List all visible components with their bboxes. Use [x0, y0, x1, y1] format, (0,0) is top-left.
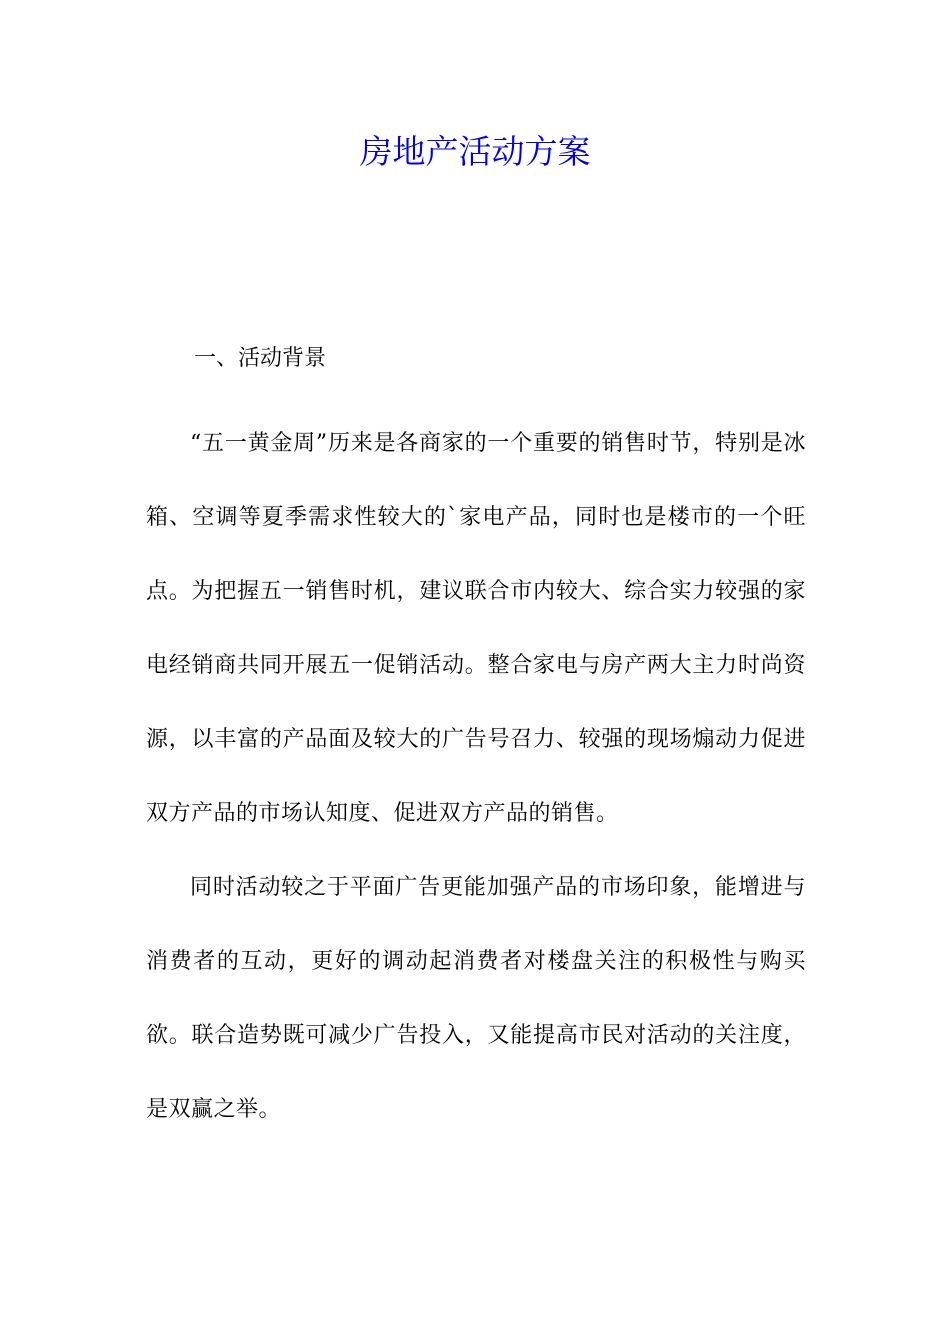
document-body	[146, 333, 806, 1147]
paragraph-background: “五一黄金周”历来是各商家的一个重要的销售时节，特别是冰箱、空调等夏季需求性较大的`家电产品，同时也是楼市的一个旺点。为把握五一销售时机，建议联合市内较大、综合实力较强的家电经销商共同开展五一促销活动。整合家电与房产两大主力时尚资源，以丰富的产品面及较大的广告号召力、较强的现场煽动力促进双方产品的市场认知度、促进双方产品的销售。	[146, 431, 806, 826]
paragraph-benefits: 同时活动较之于平面广告更能加强产品的市场印象，能增进与消费者的互动，更好的调动起消费者对楼盘关注的积极性与购买欲。联合造势既可减少广告投入，又能提高市民对活动的关注度，是双赢之举。	[146, 875, 806, 1122]
document-title: 房地产活动方案	[359, 132, 591, 171]
section-heading: 一、活动背景	[194, 346, 327, 371]
spacer	[146, 385, 806, 407]
